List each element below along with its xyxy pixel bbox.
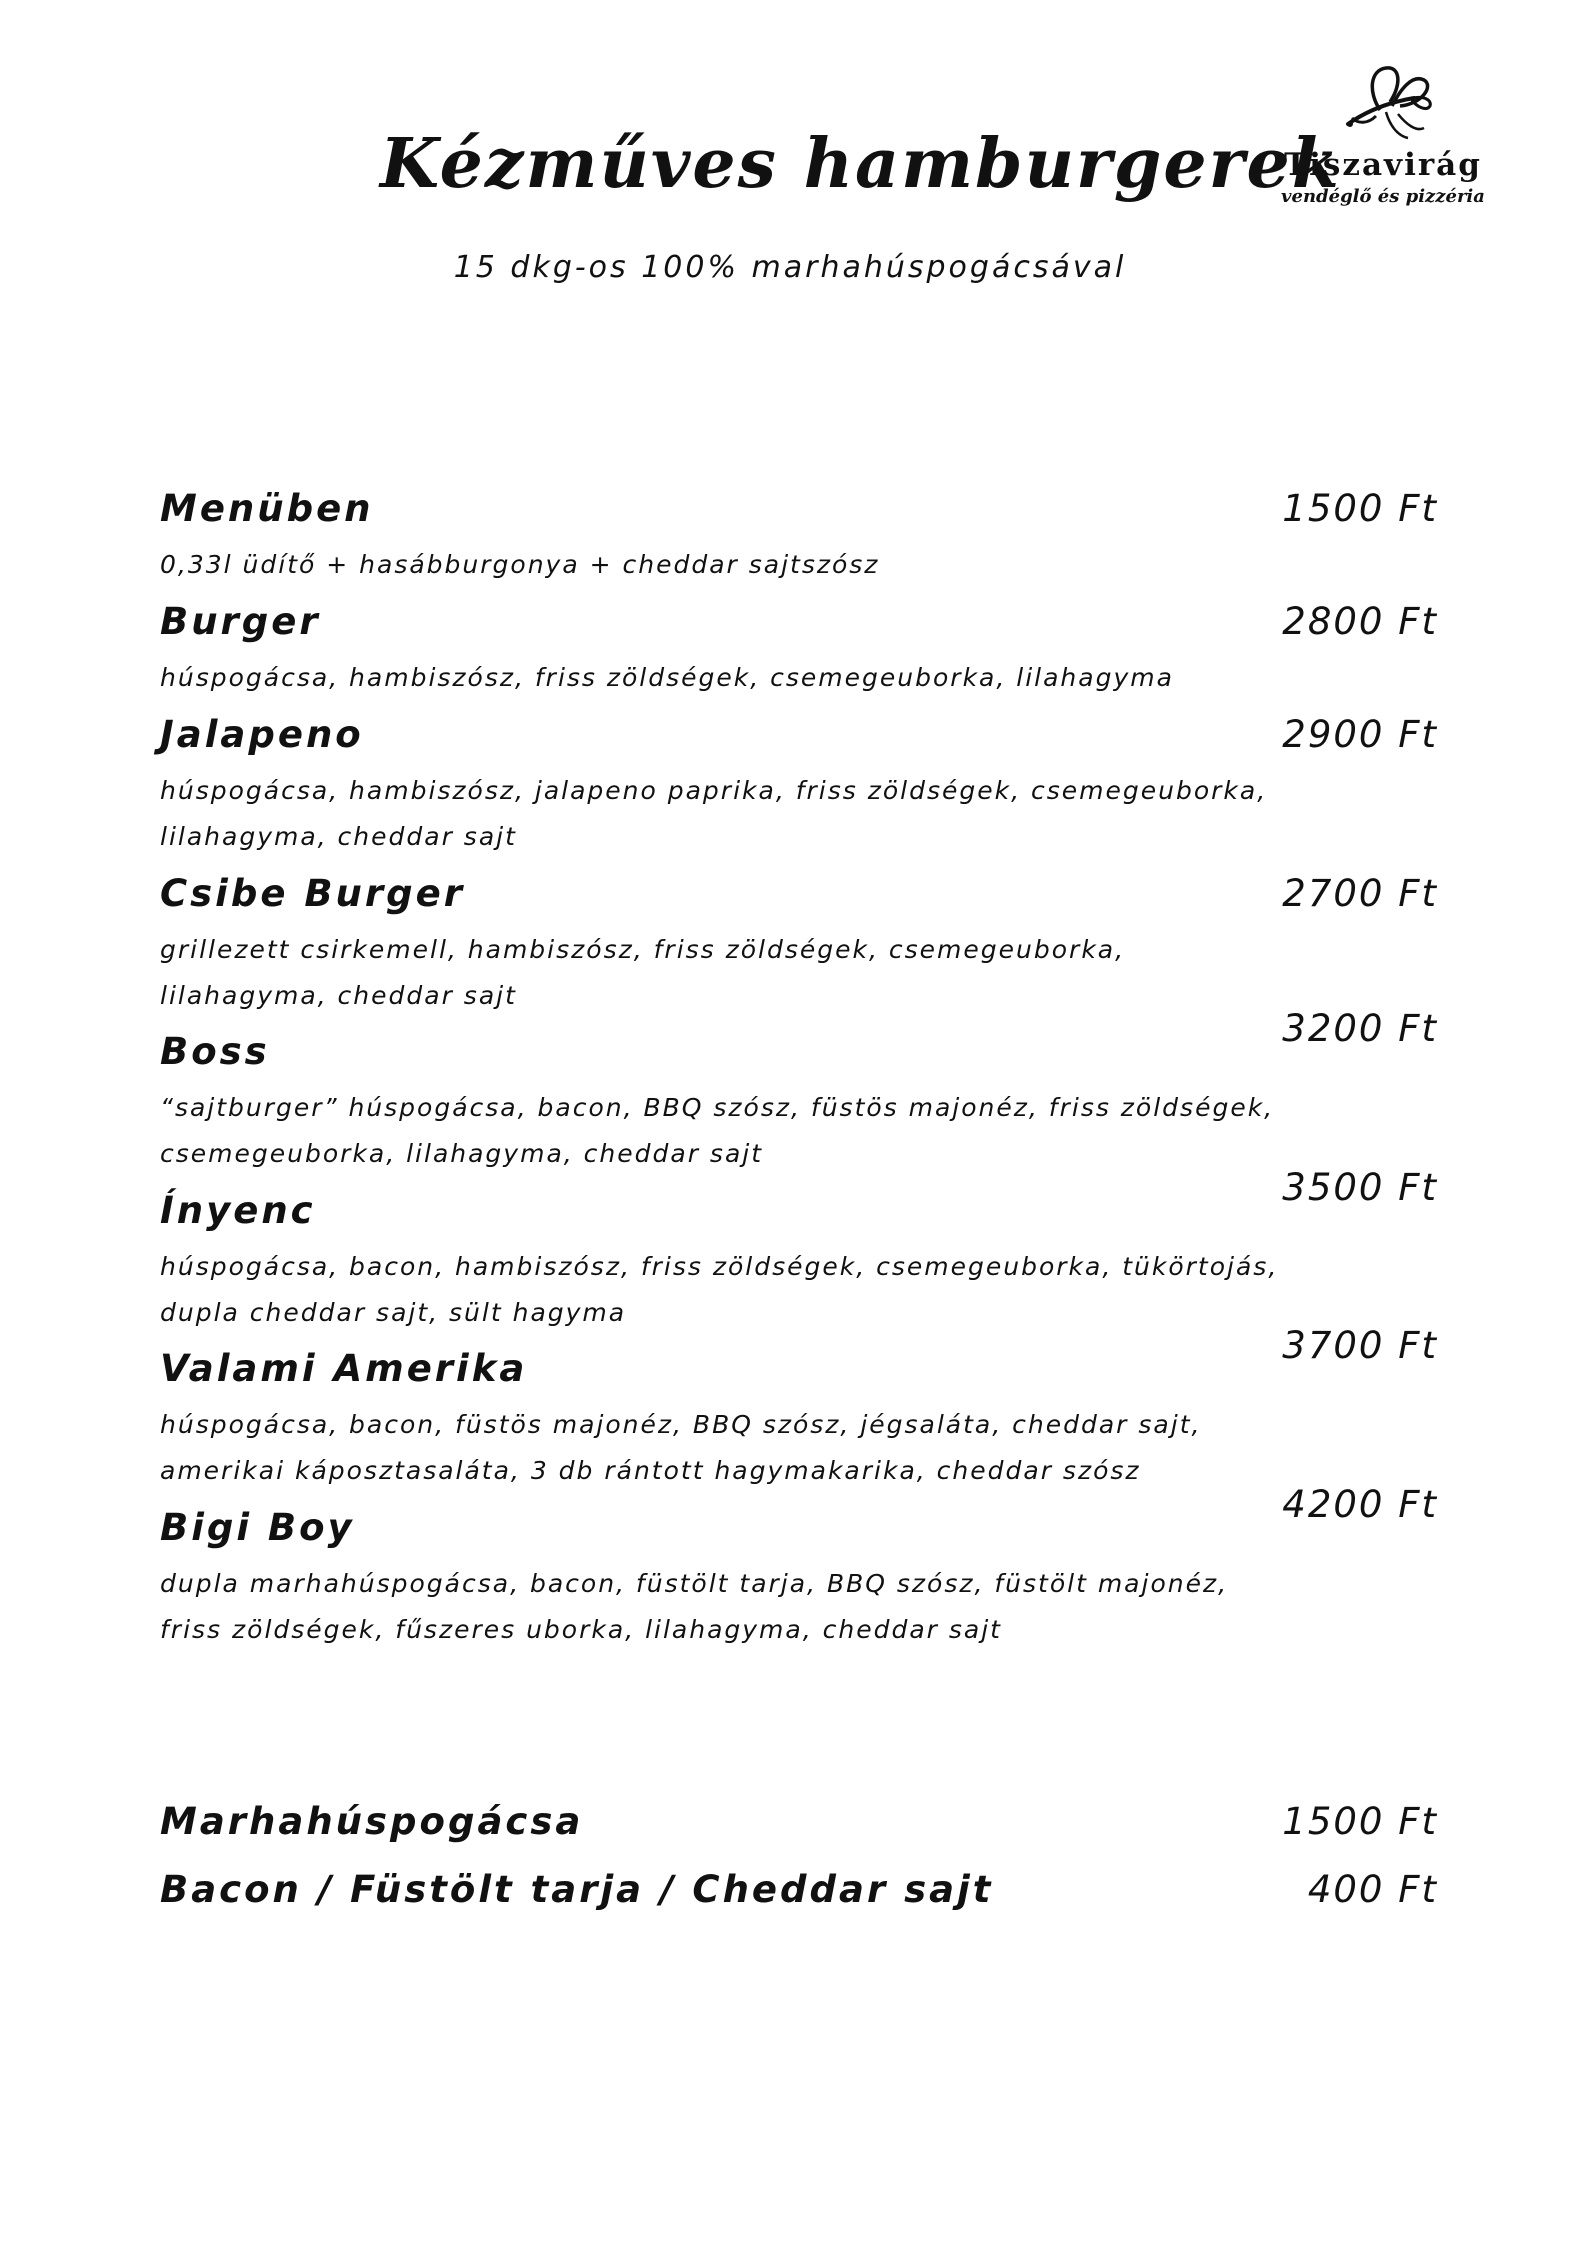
item-price: 3200 Ft [1282, 1007, 1438, 1050]
item-price: 2700 Ft [1282, 872, 1438, 915]
item-price: 2800 Ft [1282, 600, 1438, 643]
item-description: húspogácsa, hambiszósz, friss zöldségek, csemegeuborka, lilahagyma [160, 663, 1174, 692]
item-description: grillezett csirkemell, hambiszósz, friss zöldségek, csemegeuborka, lilahagyma, cheddar sajt [160, 935, 1126, 1010]
extra-name: Bacon / Füstölt tarja / Cheddar sajt [160, 1868, 994, 1911]
item-description: dupla marhahúspogácsa, bacon, füstölt tarja, BBQ szósz, füstölt majonéz, friss zöldségek, fűszeres uborka, lilahagyma, cheddar sajt [160, 1569, 1229, 1644]
logo-tagline: vendéglő és pizzéria [1281, 186, 1485, 207]
extra-price: 400 Ft [1307, 1868, 1438, 1911]
item-price: 1500 Ft [1282, 487, 1438, 530]
extra-name: Marhahúspogácsa [160, 1800, 584, 1843]
item-name: Burger [160, 600, 321, 643]
restaurant-logo [1268, 62, 1498, 222]
item-description: húspogácsa, hambiszósz, jalapeno paprika, friss zöldségek, csemegeuborka, lilahagyma, cheddar sajt [160, 776, 1268, 851]
item-price: 2900 Ft [1282, 713, 1438, 756]
item-description: “sajtburger” húspogácsa, bacon, BBQ szósz, füstös majonéz, friss zöldségek, csemegeuborka, lilahagyma, cheddar sajt [160, 1093, 1275, 1168]
item-name: Jalapeno [160, 713, 364, 756]
item-name: Menüben [160, 487, 374, 530]
item-name: Bigi Boy [160, 1506, 355, 1549]
page-subtitle: 15 dkg-os 100% marhahúspogácsával [453, 250, 1127, 285]
item-price: 3700 Ft [1282, 1324, 1438, 1367]
extra-price: 1500 Ft [1282, 1800, 1438, 1843]
item-price: 4200 Ft [1282, 1483, 1438, 1526]
item-name: Ínyenc [160, 1189, 316, 1232]
item-name: Boss [160, 1030, 270, 1073]
item-description: húspogácsa, bacon, hambiszósz, friss zöldségek, csemegeuborka, tükörtojás, dupla cheddar sajt, sült hagyma [160, 1252, 1279, 1327]
mayfly-icon [1328, 62, 1438, 152]
item-description: húspogácsa, bacon, füstös majonéz, BBQ szósz, jégsaláta, cheddar sajt, amerikai káposztasaláta, 3 db rántott hagymakarika, cheddar szósz [160, 1410, 1202, 1485]
item-price: 3500 Ft [1282, 1166, 1438, 1209]
logo-name: Tiszavirág [1284, 147, 1482, 183]
item-name: Csibe Burger [160, 872, 465, 915]
item-name: Valami Amerika [160, 1347, 528, 1390]
page-title: Kézműves hamburgerek [380, 124, 1341, 204]
item-description: 0,33l üdítő + hasábburgonya + cheddar sajtszósz [160, 550, 880, 579]
